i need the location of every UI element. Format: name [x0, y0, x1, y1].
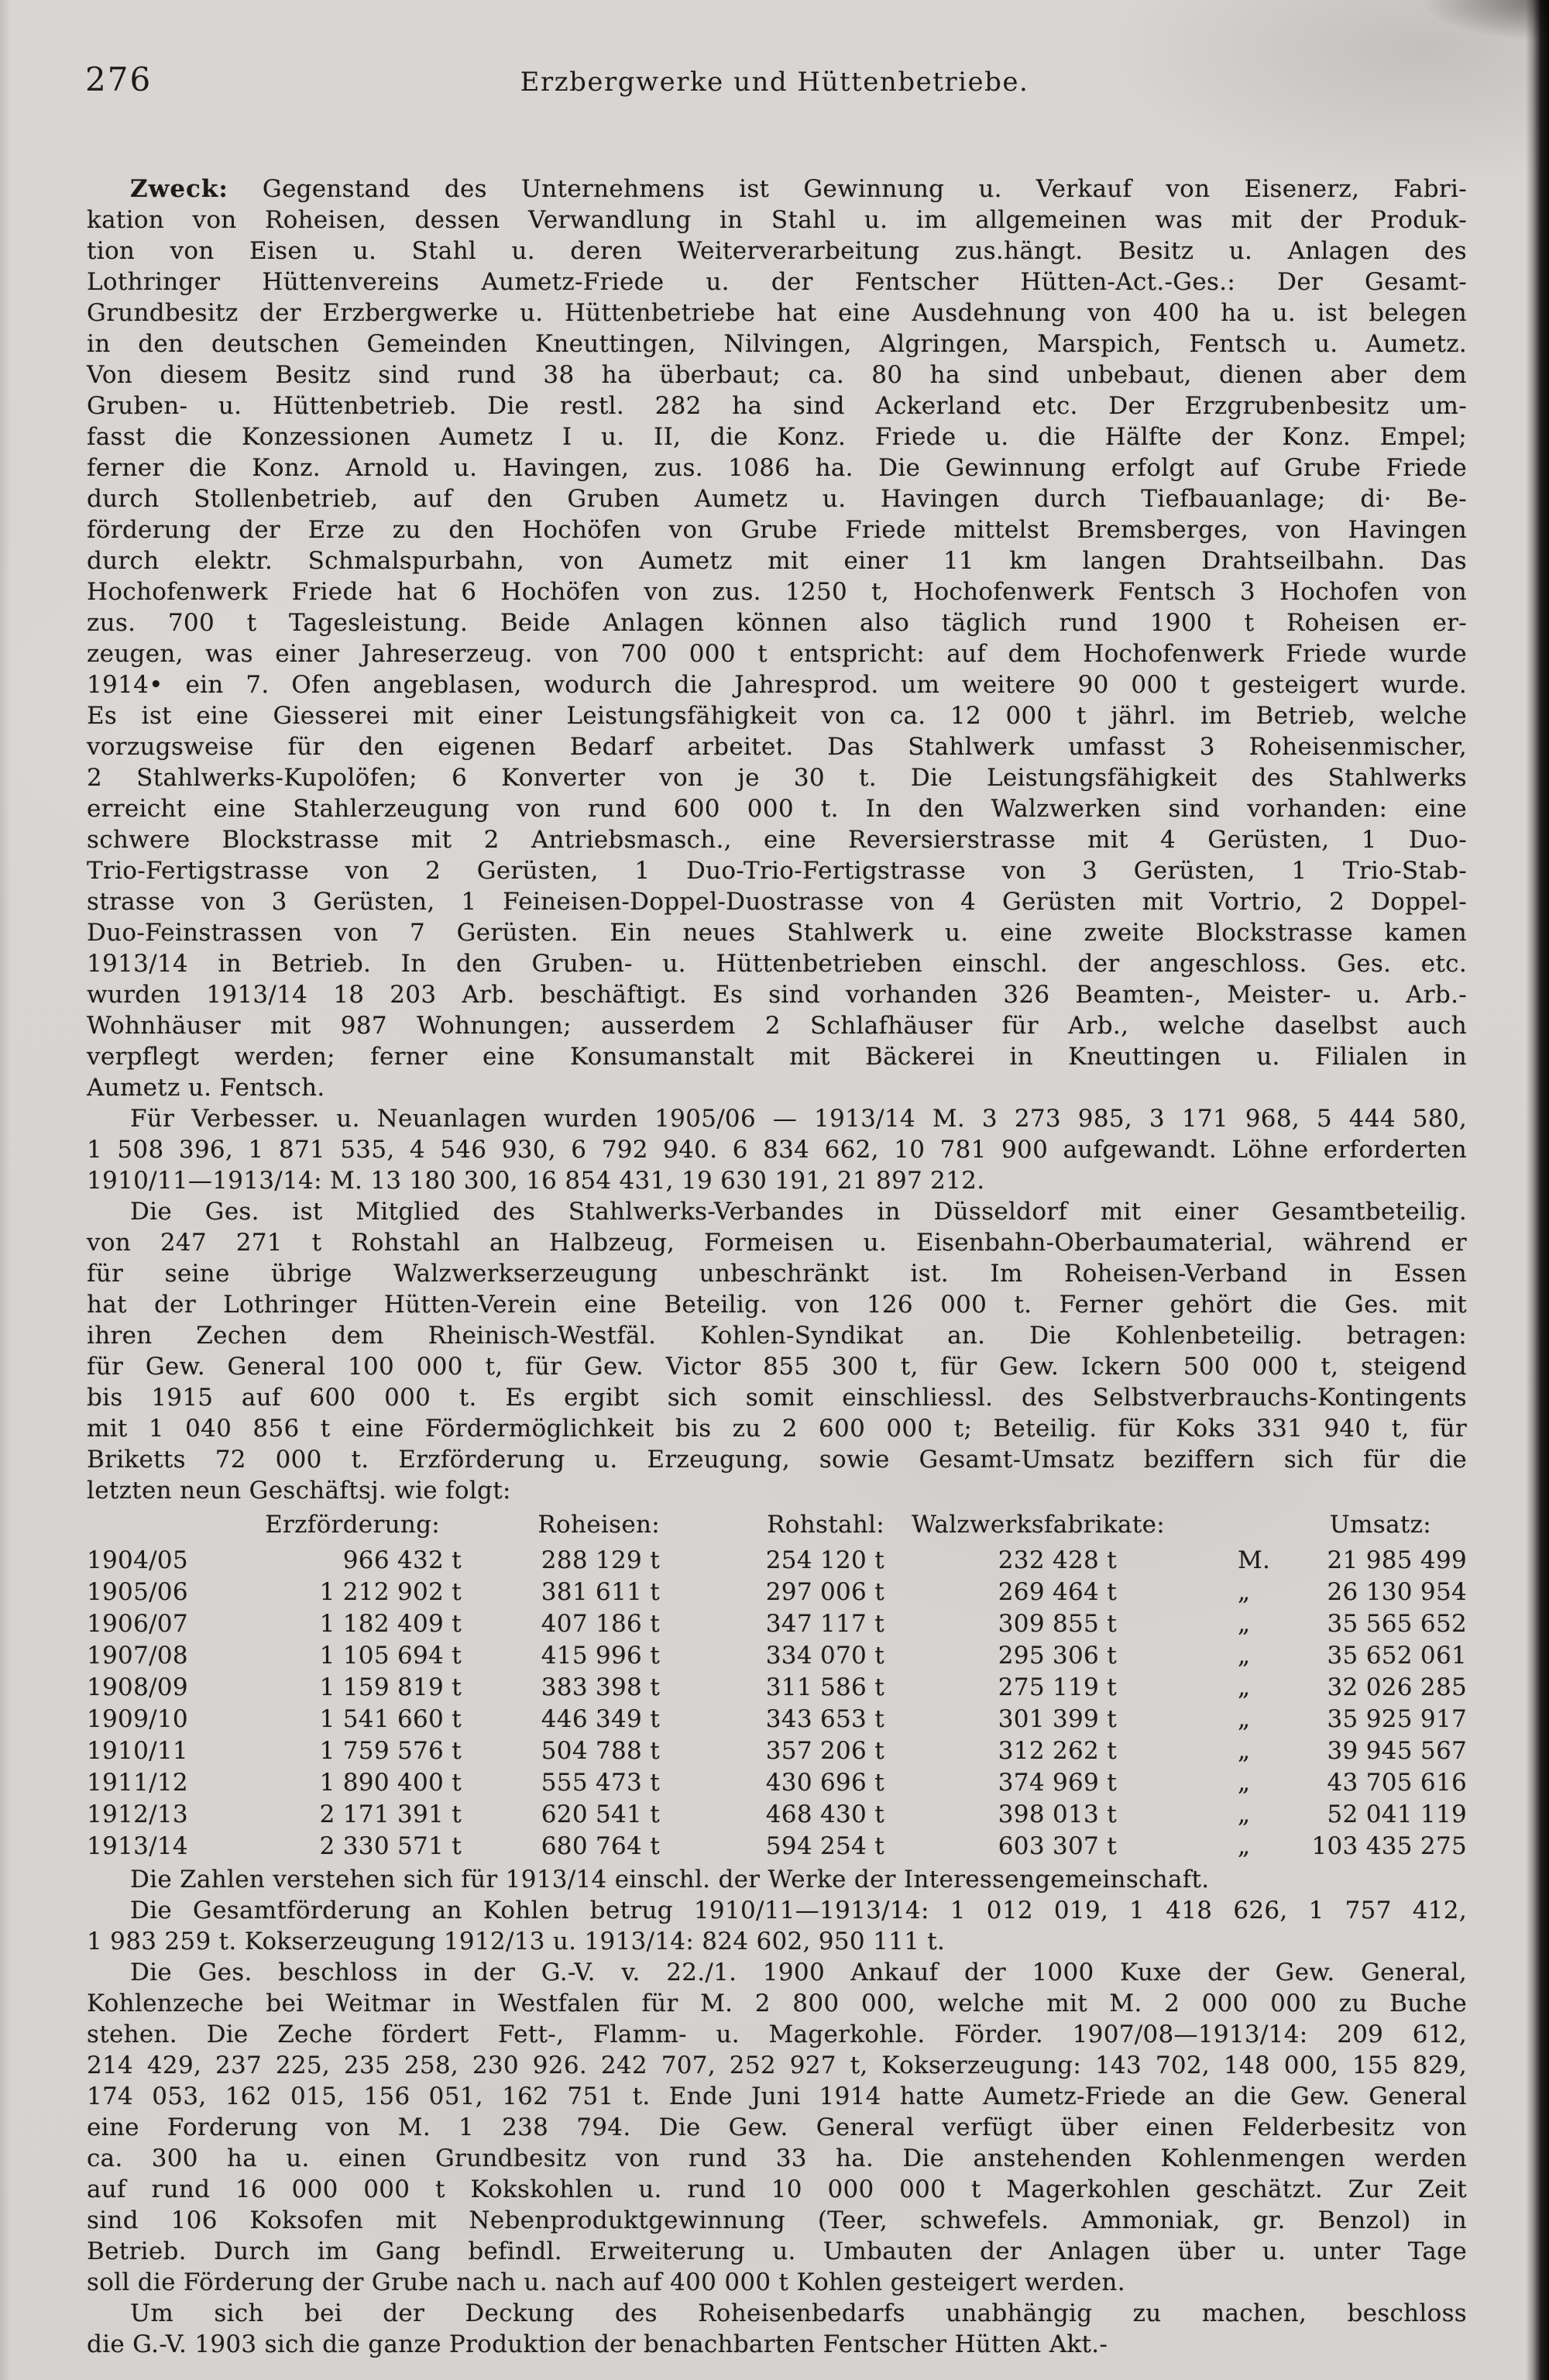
text-line: bis 1915 auf 600 000 t. Es ergibt sich somit einschliessl. des Selbstverbrauchs-Kontingents	[87, 1384, 1467, 1412]
text-line: fasst die Konzessionen Aumetz I u. II, die Konz. Friede u. die Hälfte der Konz. Empel;	[87, 423, 1467, 451]
table-cell-roheisen: 288 129 t	[541, 1546, 660, 1574]
text-line: Aumetz u. Fentsch.	[87, 1074, 325, 1102]
text-line: mit 1 040 856 t eine Fördermöglichkeit bis zu 2 600 000 t; Beteilig. für Koks 331 940 t, für	[87, 1415, 1467, 1443]
currency-prefix: „	[1238, 1642, 1251, 1670]
table-cell-erzfoerderung: 1 159 819 t	[319, 1673, 462, 1701]
text-line: Es ist eine Giesserei mit einer Leistungsfähigkeit von ca. 12 000 t jährl. im Betrieb, welche	[87, 702, 1467, 730]
table-cell-year: 1911/12	[87, 1769, 188, 1797]
paragraph-group-top	[87, 174, 1467, 1506]
table-cell-walzwerksfabrikate: 374 969 t	[998, 1769, 1117, 1797]
text-line: ca. 300 ha u. einen Grundbesitz von rund 33 ha. Die anstehenden Kohlenmengen werden	[87, 2144, 1467, 2172]
text-line: Die Ges. ist Mitglied des Stahlwerks-Verbandes in Düsseldorf mit einer Gesamtbeteilig.	[130, 1198, 1467, 1226]
table-cell-roheisen: 555 473 t	[541, 1769, 660, 1797]
umsatz-value: 52 041 119	[1327, 1800, 1467, 1828]
paragraph	[87, 1957, 1467, 2298]
text-line: soll die Förderung der Grube nach u. nach auf 400 000 t Kohlen gesteigert werden.	[87, 2268, 1125, 2296]
table-header-cell: Umsatz:	[1329, 1511, 1431, 1539]
table-cell-erzfoerderung: 1 541 660 t	[319, 1705, 462, 1733]
text-line: Grundbesitz der Erzbergwerke u. Hüttenbetriebe hat eine Ausdehnung von 400 ha u. ist belegen	[87, 299, 1467, 327]
text-line: Die Gesamtförderung an Kohlen betrug 1910/11—1913/14: 1 012 019, 1 418 626, 1 757 412,	[130, 1897, 1467, 1924]
text-line: auf rund 16 000 000 t Kokskohlen u. rund 10 000 000 t Magerkohlen geschätzt. Zur Zeit	[87, 2175, 1467, 2203]
table-cell-year: 1907/08	[87, 1642, 188, 1670]
currency-prefix: „	[1238, 1737, 1251, 1765]
table-cell-walzwerksfabrikate: 269 464 t	[998, 1578, 1117, 1606]
paragraph	[87, 2298, 1467, 2360]
umsatz-value: 39 945 567	[1327, 1737, 1467, 1765]
paragraph	[87, 1196, 1467, 1506]
table-header-cell: Rohstahl:	[767, 1511, 884, 1539]
umsatz-value: 35 652 061	[1327, 1642, 1467, 1670]
text-line: sind 106 Koksofen mit Nebenproduktgewinnung (Teer, schwefels. Ammoniak, gr. Benzol) in	[87, 2206, 1467, 2234]
text-line: 174 053, 162 015, 156 051, 162 751 t. Ende Juni 1914 hatte Aumetz-Friede an die Gew. General	[87, 2082, 1467, 2110]
umsatz-value: 32 026 285	[1327, 1673, 1467, 1701]
table-cell-umsatz	[1117, 1577, 1467, 1608]
text-line: Hochofenwerk Friede hat 6 Hochöfen von zus. 1250 t, Hochofenwerk Fentsch 3 Hochofen von	[87, 578, 1467, 606]
text-line: zeugen, was einer Jahreserzeug. von 700 000 t entspricht: auf dem Hochofenwerk Friede wurde	[87, 640, 1467, 668]
text-line: Um sich bei der Deckung des Roheisenbedarfs unabhängig zu machen, beschloss	[130, 2299, 1467, 2327]
text-line: ihren Zechen dem Rheinisch-Westfäl. Kohlen-Syndikat an. Die Kohlenbeteilig. betragen:	[87, 1322, 1467, 1350]
table-cell-rohstahl: 311 586 t	[765, 1673, 884, 1701]
table-row	[87, 1799, 1467, 1831]
table-cell-rohstahl: 254 120 t	[765, 1546, 884, 1574]
table-cell-year: 1905/06	[87, 1578, 188, 1606]
table-cell-umsatz	[1117, 1672, 1467, 1703]
table-cell-year: 1906/07	[87, 1610, 188, 1638]
table-cell-rohstahl: 297 006 t	[765, 1578, 884, 1606]
text-line: für seine übrige Walzwerkserzeugung unbeschränkt ist. Im Roheisen-Verband in Essen	[87, 1260, 1467, 1288]
table-cell-year: 1913/14	[87, 1832, 188, 1860]
umsatz-value: 103 435 275	[1311, 1832, 1467, 1860]
table-cell-umsatz	[1117, 1799, 1467, 1830]
table-cell-roheisen: 620 541 t	[541, 1800, 660, 1828]
table-cell-roheisen: 407 186 t	[541, 1610, 660, 1638]
text-line: die G.-V. 1903 sich die ganze Produktion der benachbarten Fentscher Hütten Akt.-	[87, 2330, 1108, 2358]
table-cell-erzfoerderung: 1 182 409 t	[319, 1610, 462, 1638]
table-row	[87, 1767, 1467, 1799]
table-row	[87, 1831, 1467, 1862]
production-statistics-table	[87, 1509, 1467, 1862]
text-line: Wohnhäuser mit 987 Wohnungen; ausserdem 2 Schlafhäuser für Arb., welche daselbst auch	[87, 1012, 1467, 1040]
text-line: Die Zahlen verstehen sich für 1913/14 einschl. der Werke der Interessengemeinschaft.	[130, 1866, 1210, 1893]
table-cell-erzfoerderung: 1 212 902 t	[319, 1578, 462, 1606]
table-cell-year: 1910/11	[87, 1737, 188, 1765]
currency-prefix: „	[1238, 1832, 1251, 1860]
page-body	[87, 174, 1467, 2360]
currency-prefix: „	[1238, 1769, 1251, 1797]
table-cell-walzwerksfabrikate: 309 855 t	[998, 1610, 1117, 1638]
text-line: erreicht eine Stahlerzeugung von rund 600 000 t. In den Walzwerken sind vorhanden: eine	[87, 795, 1467, 823]
table-cell-umsatz	[1117, 1767, 1467, 1798]
table-header-cell: Roheisen:	[538, 1511, 660, 1539]
text-line: Lothringer Hüttenvereins Aumetz-Friede u. der Fentscher Hütten-Act.-Ges.: Der Gesamt-	[87, 268, 1467, 296]
table-cell-rohstahl: 430 696 t	[765, 1769, 884, 1797]
text-line: 214 429, 237 225, 235 258, 230 926. 242 707, 252 927 t, Kokserzeugung: 143 702, 148 000, 155 829,	[87, 2052, 1467, 2079]
table-row	[87, 1640, 1467, 1672]
table-cell-umsatz	[1117, 1608, 1467, 1639]
paragraph	[87, 1864, 1467, 1895]
text-line: für Gew. General 100 000 t, für Gew. Victor 855 300 t, für Gew. Ickern 500 000 t, steigend	[87, 1353, 1467, 1381]
text-line: Zweck: Gegenstand des Unternehmens ist Gewinnung u. Verkauf von Eisenerz, Fabri-	[130, 175, 1467, 203]
currency-prefix: „	[1238, 1578, 1251, 1606]
table-cell-erzfoerderung: 2 171 391 t	[319, 1800, 462, 1828]
table-cell-roheisen: 680 764 t	[541, 1832, 660, 1860]
umsatz-value: 21 985 499	[1327, 1546, 1467, 1574]
text-line: Die Ges. beschloss in der G.-V. v. 22./1. 1900 Ankauf der 1000 Kuxe der Gew. General,	[130, 1959, 1467, 1986]
text-line: 1914• ein 7. Ofen angeblasen, wodurch die Jahresprod. um weitere 90 000 t gesteigert wurde.	[87, 671, 1467, 699]
page-title: Erzbergwerke und Hüttenbetriebe.	[520, 67, 1029, 98]
table-cell-umsatz	[1117, 1735, 1467, 1766]
currency-prefix: „	[1238, 1800, 1251, 1828]
text-line: Gruben- u. Hüttenbetrieb. Die restl. 282 ha sind Ackerland etc. Der Erzgrubenbesitz um-	[87, 392, 1467, 420]
table-cell-rohstahl: 334 070 t	[765, 1642, 884, 1670]
table-cell-year: 1909/10	[87, 1705, 188, 1733]
table-cell-erzfoerderung: 1 105 694 t	[319, 1642, 462, 1670]
text-line: 1910/11—1913/14: M. 13 180 300, 16 854 431, 19 630 191, 21 897 212.	[87, 1167, 985, 1195]
text-line: letzten neun Geschäftsj. wie folgt:	[87, 1477, 511, 1505]
table-cell-umsatz	[1117, 1704, 1467, 1735]
text-line: Für Verbesser. u. Neuanlagen wurden 1905/06 — 1913/14 M. 3 273 985, 3 171 968, 5 444 580,	[130, 1105, 1467, 1133]
table-cell-rohstahl: 357 206 t	[765, 1737, 884, 1765]
table-row	[87, 1672, 1467, 1704]
currency-prefix: „	[1238, 1673, 1251, 1701]
table-row	[87, 1735, 1467, 1767]
table-cell-walzwerksfabrikate: 295 306 t	[998, 1642, 1117, 1670]
table-cell-umsatz	[1117, 1831, 1467, 1862]
scan-dark-corner	[1379, 0, 1549, 54]
currency-prefix: M.	[1238, 1546, 1271, 1574]
currency-prefix: „	[1238, 1610, 1251, 1638]
text-line: 1 508 396, 1 871 535, 4 546 930, 6 792 940. 6 834 662, 10 781 900 aufgewandt. Löhne erforderten	[87, 1136, 1467, 1164]
table-cell-year: 1904/05	[87, 1546, 188, 1574]
umsatz-value: 35 925 917	[1327, 1705, 1467, 1733]
currency-prefix: „	[1238, 1705, 1251, 1733]
text-line: Betrieb. Durch im Gang befindl. Erweiterung u. Umbauten der Anlagen über u. unter Tage	[87, 2237, 1467, 2265]
text-line: eine Forderung von M. 1 238 794. Die Gew. General verfügt über einen Felderbesitz von	[87, 2113, 1467, 2141]
text-line: vorzugsweise für den eigenen Bedarf arbeitet. Das Stahlwerk umfasst 3 Roheisenmischer,	[87, 733, 1467, 761]
umsatz-value: 35 565 652	[1327, 1610, 1467, 1638]
table-cell-walzwerksfabrikate: 232 428 t	[998, 1546, 1117, 1574]
paragraph	[87, 174, 1467, 1103]
text-line: förderung der Erze zu den Hochöfen von Grube Friede mittelst Bremsberges, von Havingen	[87, 516, 1467, 544]
table-cell-rohstahl: 347 117 t	[765, 1610, 884, 1638]
text-line: wurden 1913/14 18 203 Arb. beschäftigt. Es sind vorhanden 326 Beamten-, Meister- u. Arb.-	[87, 981, 1467, 1009]
text-line: schwere Blockstrasse mit 2 Antriebsmasch., eine Reversierstrasse mit 4 Gerüsten, 1 Duo-	[87, 826, 1467, 854]
text-line: hat der Lothringer Hütten-Verein eine Beteilig. von 126 000 t. Ferner gehört die Ges. mit	[87, 1291, 1467, 1319]
table-cell-umsatz	[1117, 1545, 1467, 1576]
text-line: von 247 271 t Rohstahl an Halbzeug, Formeisen u. Eisenbahn-Oberbaumaterial, während er	[87, 1229, 1467, 1257]
text-line: durch elektr. Schmalspurbahn, von Aumetz mit einer 11 km langen Drahtseilbahn. Das	[87, 547, 1467, 575]
table-cell-walzwerksfabrikate: 312 262 t	[998, 1737, 1117, 1765]
table-header-row	[87, 1509, 1467, 1545]
table-cell-walzwerksfabrikate: 301 399 t	[998, 1705, 1117, 1733]
page-number: 276	[85, 60, 153, 98]
umsatz-value: 26 130 954	[1327, 1578, 1467, 1606]
table-cell-roheisen: 504 788 t	[541, 1737, 660, 1765]
table-cell-erzfoerderung: 2 330 571 t	[319, 1832, 462, 1860]
text-line: strasse von 3 Gerüsten, 1 Feineisen-Doppel-Duostrasse von 4 Gerüsten mit Vortrio, 2 Doppel-	[87, 888, 1467, 916]
scan-dark-edge	[1526, 0, 1549, 2380]
text-line: ferner die Konz. Arnold u. Havingen, zus. 1086 ha. Die Gewinnung erfolgt auf Grube Friede	[87, 454, 1467, 482]
table-cell-erzfoerderung: 966 432 t	[342, 1546, 462, 1574]
table-row	[87, 1608, 1467, 1640]
table-cell-roheisen: 446 349 t	[541, 1705, 660, 1733]
table-header-cell: Walzwerksfabrikate:	[911, 1511, 1165, 1539]
table-cell-walzwerksfabrikate: 398 013 t	[998, 1800, 1117, 1828]
umsatz-value: 43 705 616	[1327, 1769, 1467, 1797]
table-cell-erzfoerderung: 1 890 400 t	[319, 1769, 462, 1797]
text-line: Duo-Feinstrassen von 7 Gerüsten. Ein neues Stahlwerk u. eine zweite Blockstrasse kamen	[87, 919, 1467, 947]
text-line: Trio-Fertigstrasse von 2 Gerüsten, 1 Duo-Trio-Fertigstrasse von 3 Gerüsten, 1 Trio-Stab-	[87, 857, 1467, 885]
table-cell-year: 1908/09	[87, 1673, 188, 1701]
table-header-cell: Erzförderung:	[265, 1511, 440, 1539]
table-cell-rohstahl: 343 653 t	[765, 1705, 884, 1733]
text-line: 1 983 259 t. Kokserzeugung 1912/13 u. 1913/14: 824 602, 950 111 t.	[87, 1928, 946, 1955]
text-line: zus. 700 t Tagesleistung. Beide Anlagen können also täglich rund 1900 t Roheisen er-	[87, 609, 1467, 637]
table-cell-erzfoerderung: 1 759 576 t	[319, 1737, 462, 1765]
text-line: 2 Stahlwerks-Kupolöfen; 6 Konverter von je 30 t. Die Leistungsfähigkeit des Stahlwerks	[87, 764, 1467, 792]
text-line: Briketts 72 000 t. Erzförderung u. Erzeugung, sowie Gesamt-Umsatz beziffern sich für die	[87, 1446, 1467, 1474]
table-cell-roheisen: 381 611 t	[541, 1578, 660, 1606]
text-line: stehen. Die Zeche fördert Fett-, Flamm- u. Magerkohle. Förder. 1907/08—1913/14: 209 612,	[87, 2021, 1467, 2048]
table-row	[87, 1577, 1467, 1608]
paragraph	[87, 1895, 1467, 1957]
text-line: verpflegt werden; ferner eine Konsumanstalt mit Bäckerei in Kneuttingen u. Filialen in	[87, 1043, 1467, 1071]
text-line: kation von Roheisen, dessen Verwandlung in Stahl u. im allgemeinen was mit der Produk-	[87, 206, 1467, 234]
paragraph-lead: Zweck:	[130, 175, 228, 203]
table-cell-rohstahl: 594 254 t	[765, 1832, 884, 1860]
table-cell-walzwerksfabrikate: 603 307 t	[998, 1832, 1117, 1860]
paragraph	[87, 1103, 1467, 1196]
text-line: durch Stollenbetrieb, auf den Gruben Aumetz u. Havingen durch Tiefbauanlage; di· Be-	[87, 485, 1467, 513]
table-row	[87, 1545, 1467, 1577]
table-cell-roheisen: 415 996 t	[541, 1642, 660, 1670]
table-cell-year: 1912/13	[87, 1800, 188, 1828]
table-cell-rohstahl: 468 430 t	[765, 1800, 884, 1828]
text-line: tion von Eisen u. Stahl u. deren Weiterverarbeitung zus.hängt. Besitz u. Anlagen des	[87, 237, 1467, 265]
text-line: Kohlenzeche bei Weitmar in Westfalen für M. 2 800 000, welche mit M. 2 000 000 zu Buche	[87, 1990, 1467, 2017]
text-line: Von diesem Besitz sind rund 38 ha überbaut; ca. 80 ha sind unbebaut, dienen aber dem	[87, 361, 1467, 389]
table-cell-umsatz	[1117, 1640, 1467, 1671]
paragraph-group-bottom	[87, 1864, 1467, 2360]
table-cell-walzwerksfabrikate: 275 119 t	[998, 1673, 1117, 1701]
table-row	[87, 1704, 1467, 1735]
text-line: in den deutschen Gemeinden Kneuttingen, Nilvingen, Algringen, Marspich, Fentsch u. Aumetz.	[87, 330, 1467, 358]
table-cell-roheisen: 383 398 t	[541, 1673, 660, 1701]
text-line: 1913/14 in Betrieb. In den Gruben- u. Hüttenbetrieben einschl. der angeschloss. Ges. etc.	[87, 950, 1467, 978]
